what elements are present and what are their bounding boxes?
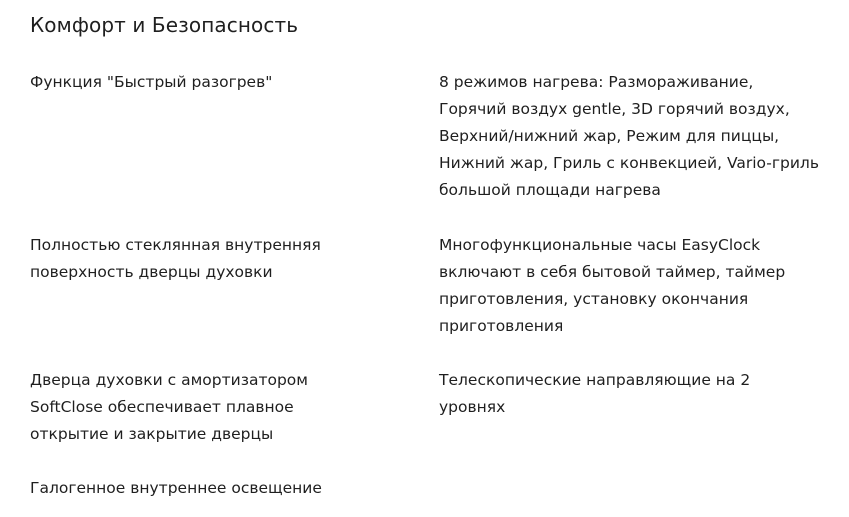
feature-line: поверхность дверцы духовки	[30, 263, 273, 281]
feature-line: включают в себя бытовой таймер, таймер	[439, 263, 786, 281]
feature-heating-modes	[439, 69, 819, 204]
feature-line: Телескопические направляющие на 2	[439, 371, 751, 389]
feature-quick-heat	[30, 69, 272, 96]
feature-line: открытие и закрытие дверцы	[30, 425, 274, 443]
feature-line: Функция "Быстрый разогрев"	[30, 73, 273, 91]
feature-softclose	[30, 367, 308, 448]
feature-telescopic-rails	[439, 367, 750, 421]
feature-line: Многофункциональные часы EasyClock	[439, 236, 761, 254]
feature-line: 8 режимов нагрева: Размораживание,	[439, 73, 754, 91]
feature-easyclock	[439, 232, 785, 340]
feature-line: Полностью стеклянная внутренняя	[30, 236, 321, 254]
feature-line: Нижний жар, Гриль с конвекцией, Vario-гриль	[439, 154, 819, 172]
feature-line: приготовления, установку окончания	[439, 290, 749, 308]
feature-halogen-light	[30, 475, 322, 502]
feature-line: приготовления	[439, 317, 564, 335]
feature-line: Верхний/нижний жар, Режим для пиццы,	[439, 127, 780, 145]
feature-line: Галогенное внутреннее освещение	[30, 479, 322, 497]
feature-line: большой площади нагрева	[439, 181, 661, 199]
feature-line: Дверца духовки с амортизатором	[30, 371, 308, 389]
feature-glass-door	[30, 232, 321, 286]
feature-line: SoftClose обеспечивает плавное	[30, 398, 294, 416]
section-title: Комфорт и Безопасность	[30, 13, 299, 37]
feature-line: уровнях	[439, 398, 506, 416]
feature-line: Горячий воздух gentle, 3D горячий воздух,	[439, 100, 790, 118]
